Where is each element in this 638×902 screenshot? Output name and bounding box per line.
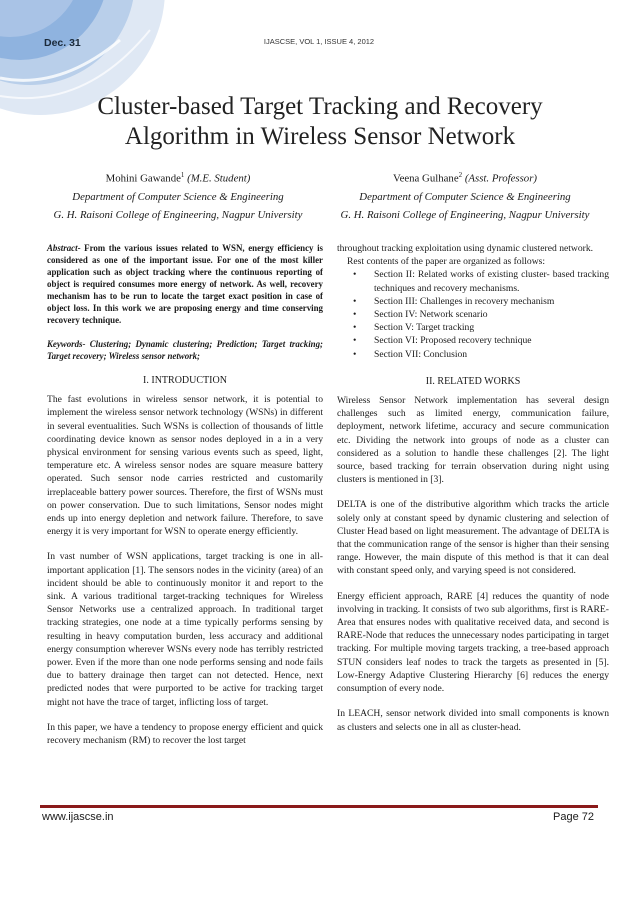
author-2-department: Department of Computer Science & Engineering [359, 190, 571, 203]
list-item [337, 348, 609, 361]
list-item [337, 308, 609, 321]
title-line-1: Cluster-based Target Tracking and Recovery [97, 93, 543, 120]
list-item [337, 268, 609, 294]
bullet-icon: • [353, 335, 357, 347]
title-line-2: Algorithm in Wireless Sensor Network [124, 123, 516, 150]
bullet-icon: • [353, 322, 357, 334]
author-2-role: (Asst. Professor) [464, 172, 538, 185]
intro-continuation: throughout tracking exploitation using dynamic clustered network. [337, 243, 594, 254]
page-number: Page 72 [553, 811, 594, 823]
bullet-icon: • [353, 295, 357, 307]
author-2-sup: 2 [458, 171, 463, 179]
list-item-text: Section V: Target tracking [374, 322, 475, 334]
intro-paragraph-2: In vast number of WSN applications, target tracking is one in all-important application [1]. The sensors nodes in the vicinity (area) of an incident should be able to continuously monitor it and report to the sink. A various traditional target-tracking techniques for Wireless Sensor Networks use a centralized approach. In traditional target tracking strategies, one node at a time typically performs sensing by resulting in heavy computation burden, less accuracy and additional energy consumption wherever WSNs every node has terribly restricted power. Even if the more than one node performs sensing and node fails due to battery drainage then target can not detected. Hence, next predicted nodes that were purported to be active for tracking target might not have the trace of target, inflicting loss of target. [47, 551, 323, 708]
list-item-text: Section VII: Conclusion [374, 348, 468, 360]
paper-title [40, 92, 600, 152]
abstract-label: Abstract [47, 243, 78, 253]
abstract [47, 242, 323, 326]
list-item [337, 334, 609, 347]
bullet-icon: • [353, 269, 357, 281]
footer-url[interactable]: www.ijascse.in [42, 811, 114, 823]
footer-divider [40, 805, 598, 808]
contents-list [337, 268, 609, 360]
issue-date: Dec. 31 [44, 37, 81, 49]
related-works-heading: II. RELATED WORKS [425, 375, 521, 387]
keywords-text: - Clustering; Dynamic clustering; Prediction; Target tracking; Target recovery; Wireless sensor network; [47, 339, 323, 361]
author-1-sup: 1 [180, 171, 185, 179]
list-item [337, 295, 609, 308]
journal-header: IJASCSE, VOL 1, ISSUE 4, 2012 [263, 37, 375, 46]
author-1-institution: G. H. Raisoni College of Engineering, Nagpur University [53, 208, 303, 221]
author-1 [40, 166, 316, 224]
related-paragraph-2: DELTA is one of the distributive algorithm which tracks the article solely only at constant speed by dynamic clustering and selection of Cluster Head based on light measurement. The advantage of DELTA is that the communication range of the sensor is higher than their sensing range. However, the main dispute of this method is that it can deal with constant speed only, and varying speed is not considered. [337, 499, 609, 577]
list-item-text: Section IV: Network scenario [374, 309, 488, 321]
keywords [47, 338, 323, 362]
bullet-icon: • [353, 348, 357, 360]
left-column [47, 242, 323, 759]
keywords-label: Keywords [47, 339, 83, 349]
author-1-role: (M.E. Student) [187, 172, 251, 185]
related-paragraph-4: In LEACH, sensor network divided into small components is known as clusters and selects one in all as cluster-head. [337, 708, 609, 733]
list-item-text: Section VI: Proposed recovery technique [374, 335, 532, 347]
intro-paragraph-1: The fast evolutions in wireless sensor network, it is potential to implement the wireless sensor network technology (WSNs) in different in several eventualities. Such WSNs is collection of thousands of little coordinating device known as sensor nodes deployed in a in a very physical environment for sensing various events such as speed, light, temperature etc. A wireless sensor nodes are square measure battery operated. Such sensor node carries restricted and customarily irreplaceable battery power sources. Therefore, the first of WSNs must on power conservation. Due to such limitations, Sensor nodes might ends up into energy depletion and network failure. Therefore, to save energy it is very important for WSN to operate energy efficiently. [47, 394, 323, 538]
author-2-name: Veena Gulhane [392, 172, 459, 185]
list-item [337, 321, 609, 334]
related-paragraph-3: Energy efficient approach, RARE [4] reduces the quantity of node involving in tracking. It consists of two sub algorithms, first is RARE-Area that ensures nodes with qualitative received data, and second is RARE-Node that reduces the unnecessary nodes participating in target tracking. For multiple moving targets tracking, a tree-based approach STUN considers leaf nodes to track the targets as presented in [5]. Low-Energy Adaptive Clustering Hierarchy [6] reduces the energy consumption of every node. [337, 590, 609, 695]
related-paragraph-1: Wireless Sensor Network implementation has several design challenges such as limited energy, communication failure, deployment, network lifetime, accuracy and secure communication etc. Dividing the network into groups of node as a cluster can considered as a solution to handle these challenges [2]. The light source, based tracking for terrain observation during night using clusters is mentioned in [3]. [337, 395, 609, 486]
bullet-icon: • [353, 309, 357, 321]
right-column [337, 242, 609, 746]
author-1-name-line [40, 166, 316, 188]
list-item-text: Section II: Related works of existing cluster- based tracking techniques and recovery mechanisms. [374, 269, 609, 294]
author-1-department: Department of Computer Science & Engineering [72, 190, 284, 203]
rest-contents-intro: Rest contents of the paper are organized as follows: [347, 256, 546, 268]
author-2 [330, 166, 600, 224]
intro-heading: I. INTRODUCTION [143, 375, 227, 386]
abstract-text: - From the various issues related to WSN, energy efficiency is considered as one of the important issue. For one of the most killer application such as object tracking where the continuous reporting of object is required consumes more energy of network. As well, recovery mechanism has to be run to locate the target exact position in case of object loss. In this work we are proposing energy and time conserving recovery technique. [47, 243, 323, 325]
author-2-institution: G. H. Raisoni College of Engineering, Nagpur University [340, 208, 590, 221]
author-1-name: Mohini Gawande [105, 172, 181, 185]
author-2-name-line [330, 166, 600, 188]
list-item-text: Section III: Challenges in recovery mechanism [374, 295, 555, 307]
intro-paragraph-3: In this paper, we have a tendency to propose energy efficient and quick recovery mechanism (RM) to recover the lost target [47, 721, 323, 747]
